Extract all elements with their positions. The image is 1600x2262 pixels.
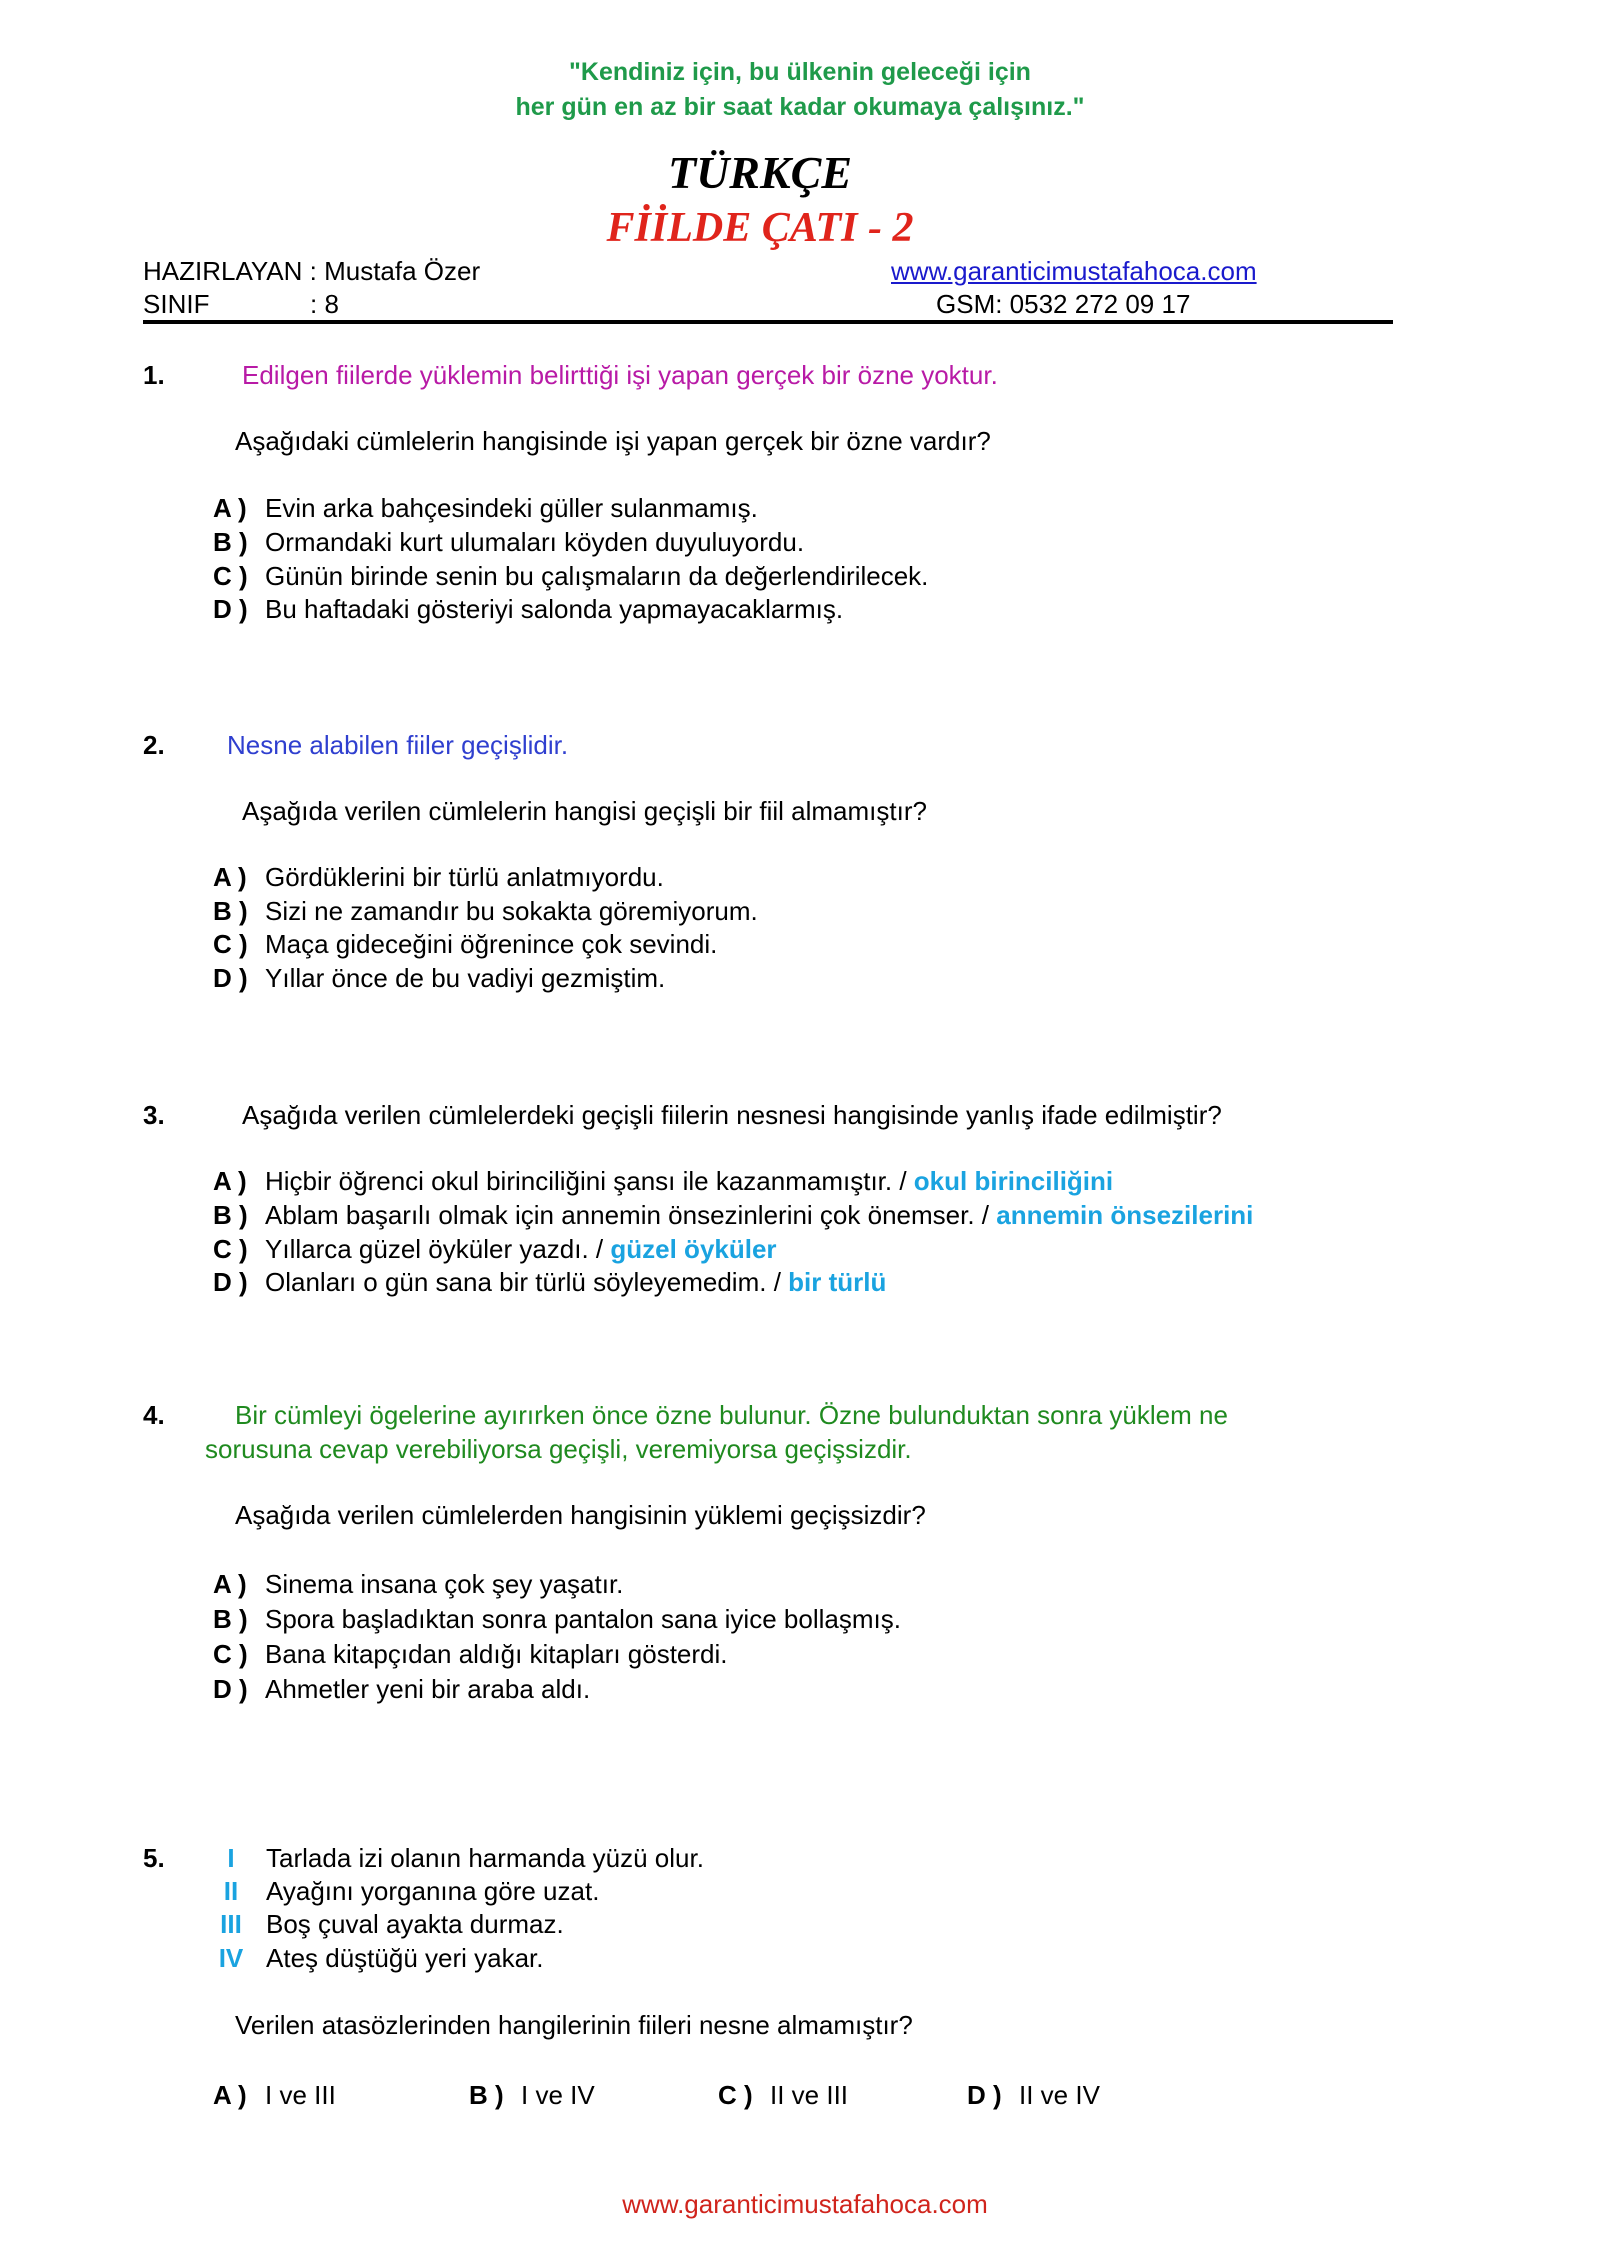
question-1-info: Edilgen fiilerde yüklemin belirttiği işi yapan gerçek bir özne yoktur.	[242, 360, 998, 390]
subject-title: TÜRKÇE	[667, 147, 853, 198]
proverb-text: Ateş düştüğü yeri yakar.	[266, 1943, 544, 1973]
question-3-option-b[interactable]	[213, 1200, 1253, 1231]
option-label: B )	[213, 896, 248, 926]
option-label: C )	[213, 1639, 248, 1669]
option-label: D )	[213, 594, 248, 624]
option-text: Ormandaki kurt ulumaları köyden duyuluyordu.	[265, 527, 805, 557]
option-label: A )	[213, 2080, 247, 2110]
header-website-link[interactable]: www.garanticimustafahoca.com	[891, 256, 1257, 286]
question-2-option-d[interactable]	[213, 963, 665, 994]
question-1-option-d[interactable]	[213, 594, 843, 625]
option-answer: annemin önsezilerini	[996, 1200, 1254, 1230]
header-divider	[143, 320, 1393, 324]
option-text: Ahmetler yeni bir araba aldı.	[265, 1674, 591, 1704]
option-text: I ve IV	[521, 2080, 595, 2110]
option-text: Hiçbir öğrenci okul birinciliğini şansı ile kazanmamıştır. /	[265, 1166, 914, 1196]
option-text: Spora başladıktan sonra pantalon sana iyice bollaşmış.	[265, 1604, 901, 1634]
question-1-option-b[interactable]	[213, 527, 804, 558]
option-text: Yıllar önce de bu vadiyi gezmiştim.	[265, 963, 666, 993]
question-3-option-a[interactable]	[213, 1166, 1113, 1197]
question-5-option-a[interactable]	[213, 2080, 336, 2111]
proverb-4	[207, 1943, 543, 1974]
option-text: Olanları o gün sana bir türlü söyleyemedim. /	[265, 1267, 789, 1297]
option-label: B )	[213, 1200, 248, 1230]
question-4-option-d[interactable]	[213, 1674, 590, 1705]
question-1-option-a[interactable]	[213, 493, 758, 524]
option-label: B )	[469, 2080, 504, 2110]
question-3-number: 3.	[143, 1100, 165, 1130]
roman-numeral: III	[220, 1909, 242, 1939]
motto-line-2: her gün en az bir saat kadar okumaya çalışınız."	[515, 93, 1085, 121]
option-label: B )	[213, 1604, 248, 1634]
option-label: C )	[213, 1234, 248, 1264]
question-2-info: Nesne alabilen fiiler geçişlidir.	[227, 730, 569, 760]
option-text: Sizi ne zamandır bu sokakta göremiyorum.	[265, 896, 758, 926]
option-text: I ve III	[265, 2080, 336, 2110]
roman-numeral: I	[227, 1843, 235, 1873]
option-answer: güzel öyküler	[610, 1234, 777, 1264]
proverb-text: Ayağını yorganına göre uzat.	[266, 1876, 600, 1906]
question-1-option-c[interactable]	[213, 561, 928, 592]
question-4-info-line-2: sorusuna cevap verebiliyorsa geçişli, veremiyorsa geçişsizdir.	[205, 1434, 912, 1464]
question-1-stem: Aşağıdaki cümlelerin hangisinde işi yapan gerçek bir özne vardır?	[235, 426, 991, 456]
question-2-option-b[interactable]	[213, 896, 758, 927]
question-2-option-c[interactable]	[213, 929, 717, 960]
class-value: : 8	[310, 289, 339, 319]
roman-numeral: IV	[218, 1943, 244, 1973]
question-4-option-c[interactable]	[213, 1639, 728, 1670]
proverb-3	[207, 1909, 564, 1940]
option-text: Gördüklerini bir türlü anlatmıyordu.	[265, 862, 664, 892]
proverb-2	[207, 1876, 599, 1907]
option-label: A )	[213, 862, 247, 892]
option-text: II ve III	[770, 2080, 849, 2110]
question-2-option-a[interactable]	[213, 862, 664, 893]
option-answer: okul birinciliğini	[913, 1166, 1114, 1196]
question-5-option-c[interactable]	[718, 2080, 848, 2111]
question-2-number: 2.	[143, 730, 165, 760]
question-3-option-c[interactable]	[213, 1234, 777, 1265]
roman-numeral: II	[223, 1876, 239, 1906]
proverb-text: Boş çuval ayakta durmaz.	[266, 1909, 564, 1939]
option-label: D )	[213, 963, 248, 993]
option-text: Yıllarca güzel öyküler yazdı. /	[265, 1234, 611, 1264]
option-label: B )	[213, 527, 248, 557]
option-text: Günün birinde senin bu çalışmaların da değerlendirilecek.	[265, 561, 929, 591]
option-text: Bana kitapçıdan aldığı kitapları gösterdi.	[265, 1639, 728, 1669]
question-5-option-d[interactable]	[967, 2080, 1100, 2111]
option-label: C )	[213, 929, 248, 959]
option-text: Ablam başarılı olmak için annemin önsezinlerini çok önemser. /	[265, 1200, 997, 1230]
option-label: C )	[718, 2080, 753, 2110]
prepared-by: HAZIRLAYAN : Mustafa Özer	[143, 256, 481, 286]
question-5-number: 5.	[143, 1843, 165, 1873]
motto-line-1: "Kendiniz için, bu ülkenin geleceği için	[569, 58, 1031, 86]
option-text: II ve IV	[1019, 2080, 1100, 2110]
question-5-stem: Verilen atasözlerinden hangilerinin fiileri nesne almamıştır?	[235, 2010, 913, 2040]
footer-website[interactable]: www.garanticimustafahoca.com	[622, 2189, 988, 2219]
question-4-option-a[interactable]	[213, 1569, 623, 1600]
question-2-stem: Aşağıda verilen cümlelerin hangisi geçişli bir fiil almamıştır?	[242, 796, 927, 826]
topic-title: FİİLDE ÇATI - 2	[606, 205, 914, 251]
question-3-option-d[interactable]	[213, 1267, 886, 1298]
option-label: D )	[967, 2080, 1002, 2110]
option-label: A )	[213, 1569, 247, 1599]
option-label: A )	[213, 1166, 247, 1196]
option-label: C )	[213, 561, 248, 591]
question-4-info-line-1: Bir cümleyi ögelerine ayırırken önce özne bulunur. Özne bulunduktan sonra yüklem ne	[235, 1400, 1228, 1430]
question-5-option-b[interactable]	[469, 2080, 595, 2111]
question-4-number: 4.	[143, 1400, 165, 1430]
option-label: D )	[213, 1674, 248, 1704]
proverb-1	[207, 1843, 704, 1874]
gsm-number: GSM: 0532 272 09 17	[936, 289, 1191, 319]
option-text: Evin arka bahçesindeki güller sulanmamış.	[265, 493, 758, 523]
question-1-number: 1.	[143, 360, 165, 390]
question-3-stem: Aşağıda verilen cümlelerdeki geçişli fiilerin nesnesi hangisinde yanlış ifade edilmiştir?	[242, 1100, 1222, 1130]
option-answer: bir türlü	[788, 1267, 887, 1297]
class-label: SINIF	[143, 289, 210, 319]
option-text: Bu haftadaki gösteriyi salonda yapmayacaklarmış.	[265, 594, 844, 624]
option-label: D )	[213, 1267, 248, 1297]
question-4-option-b[interactable]	[213, 1604, 901, 1635]
option-text: Maça gideceğini öğrenince çok sevindi.	[265, 929, 718, 959]
option-text: Sinema insana çok şey yaşatır.	[265, 1569, 624, 1599]
option-label: A )	[213, 493, 247, 523]
question-4-stem: Aşağıda verilen cümlelerden hangisinin yüklemi geçişsizdir?	[235, 1500, 926, 1530]
proverb-text: Tarlada izi olanın harmanda yüzü olur.	[266, 1843, 704, 1873]
